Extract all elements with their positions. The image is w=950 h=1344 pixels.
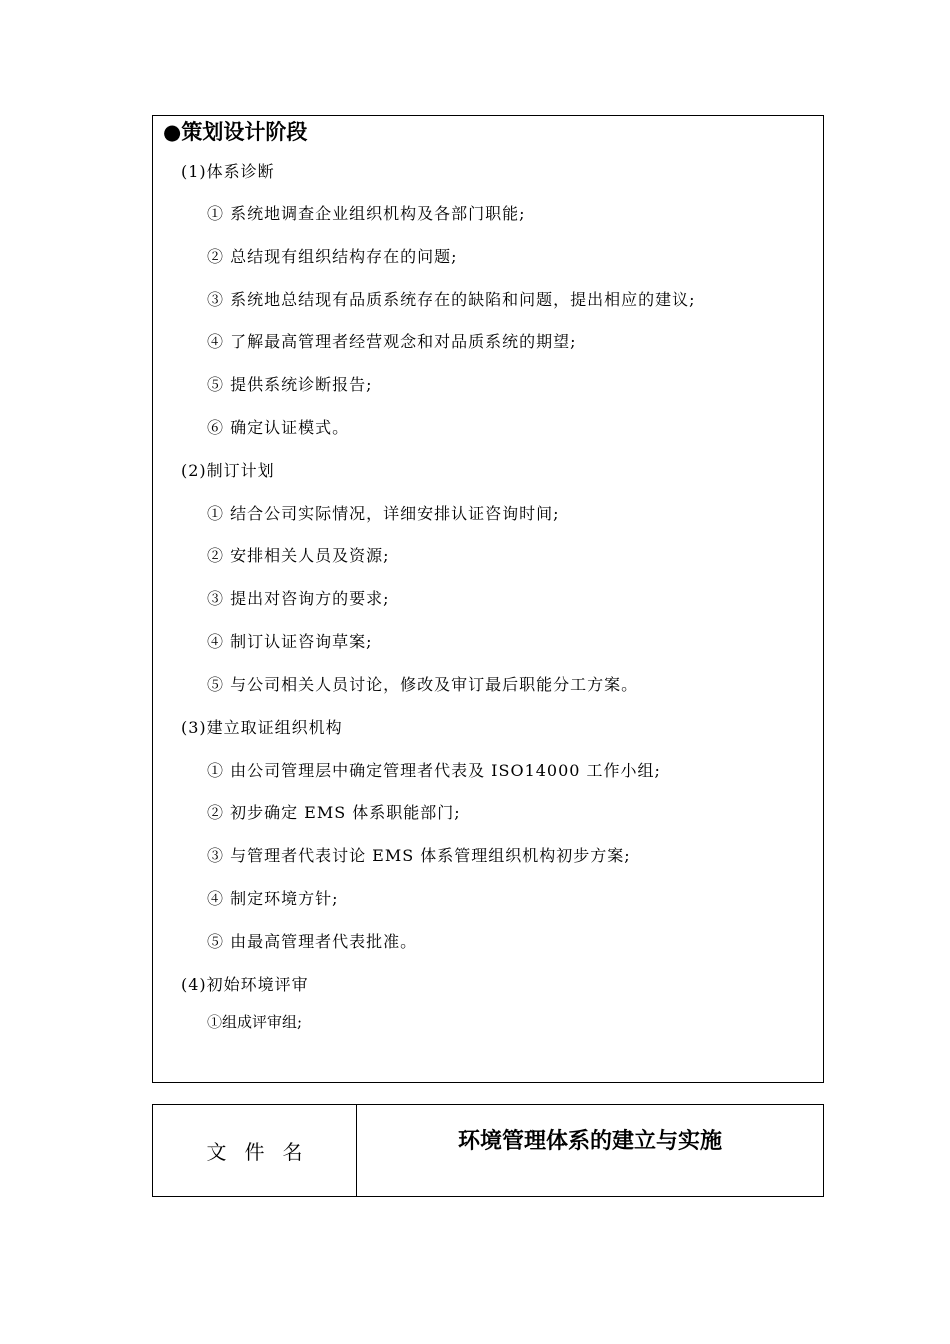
group-heading-diagnosis: (1)体系诊断 <box>181 162 275 181</box>
list-item: ④ 制订认证咨询草案; <box>207 632 373 651</box>
list-item: ③ 与管理者代表讨论 EMS 体系管理组织机构初步方案; <box>207 846 631 865</box>
list-item: ② 初步确定 EMS 体系职能部门; <box>207 803 461 822</box>
group-heading-organization: (3)建立取证组织机构 <box>181 718 343 737</box>
file-name-label-cell <box>153 1105 357 1196</box>
list-item: ⑥ 确定认证模式。 <box>207 418 350 437</box>
list-item: ③ 提出对咨询方的要求; <box>207 589 390 608</box>
content-box <box>152 115 824 1083</box>
group-heading-plan: (2)制订计划 <box>181 461 275 480</box>
list-item: ⑤ 提供系统诊断报告; <box>207 375 373 394</box>
list-item: ② 安排相关人员及资源; <box>207 546 390 565</box>
list-item: ① 系统地调查企业组织机构及各部门职能; <box>207 204 526 223</box>
list-item: ① 结合公司实际情况，详细安排认证咨询时间; <box>207 504 560 523</box>
list-item: ④ 制定环境方针; <box>207 889 339 908</box>
document-title: 环境管理体系的建立与实施 <box>457 1129 722 1154</box>
list-item: ② 总结现有组织结构存在的问题; <box>207 247 458 266</box>
list-item: ① 由公司管理层中确定管理者代表及 ISO14000 工作小组; <box>207 761 661 780</box>
list-item: ③ 系统地总结现有品质系统存在的缺陷和问题，提出相应的建议; <box>207 290 696 309</box>
list-item: ⑤ 与公司相关人员讨论，修改及审订最后职能分工方案。 <box>207 675 639 694</box>
list-item: ①组成评审组; <box>207 1013 303 1031</box>
list-item: ④ 了解最高管理者经营观念和对品质系统的期望; <box>207 332 577 351</box>
file-name-value-cell <box>357 1105 823 1196</box>
group-heading-review: (4)初始环境评审 <box>181 975 309 994</box>
section-title: ●策划设计阶段 <box>163 120 308 144</box>
document-info-table <box>152 1104 824 1197</box>
list-item: ⑤ 由最高管理者代表批准。 <box>207 932 418 951</box>
file-name-label: 文件名 <box>206 1140 321 1164</box>
